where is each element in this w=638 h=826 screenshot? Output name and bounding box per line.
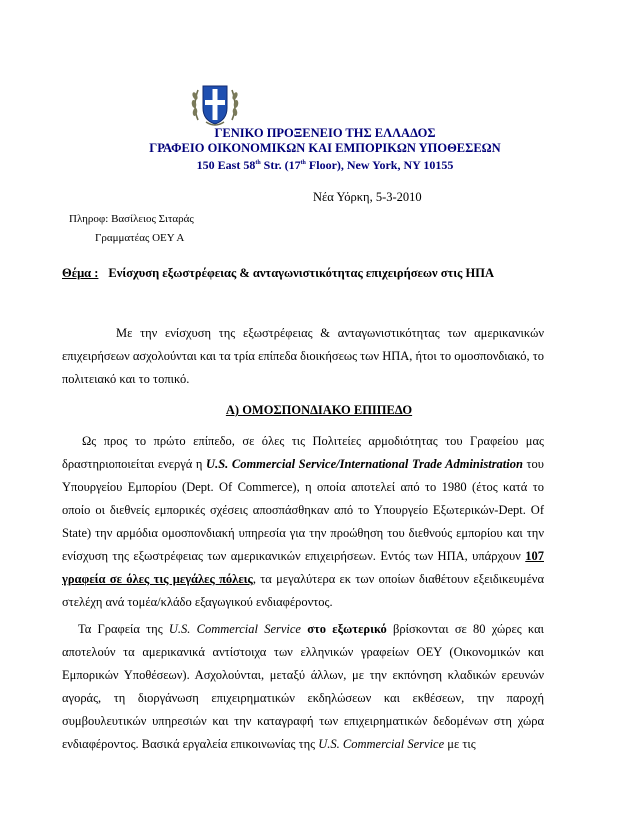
subject-line — [62, 266, 494, 281]
subject-text: Ενίσχυση εξωστρέφειας & ανταγωνιστικότητας επιχειρήσεων στις ΗΠΑ — [108, 266, 495, 280]
consulate-title: ΓΕΝΙΚΟ ΠΡΟΞΕΝΕΙΟ ΤΗΣ ΕΛΛΑΔΟΣ — [214, 126, 436, 140]
contact-title: Γραμματέας ΟΕΥ Α — [95, 232, 185, 244]
section-heading: Α) ΟΜΟΣΠΟΝΔΙΑΚΟ ΕΠΙΠΕΔΟ — [225, 403, 413, 417]
greek-coat-of-arms-icon — [188, 76, 242, 132]
subject-label: Θέμα : — [62, 266, 99, 280]
letter-date: Νέα Υόρκη, 5-3-2010 — [313, 190, 422, 204]
contact-person: Πληροφ: Βασίλειος Σιταράς — [69, 213, 194, 225]
paragraph-federal: Ως προς το πρώτο επίπεδο, σε όλες τις Πολιτείες αρμοδιότητας του Γραφείου μας δραστηριοποιείται ενεργά η U.S. Commercial Service/International Trade Administration του Υπουργείου Εμπορίου (Dept. Of Commerce), η οποία αποτελεί από το 1980 (έτος κατά το οποίο οι διεθνείς εμπορικές σχέσεις αποσπάσθηκαν από το Υπουργείο Εξωτερικών-Dept. Of State) την αρμόδια ομοσπονδιακή υπηρεσία για την προώθηση του διεθνούς εμπορίου και την ενίσχυση της εξωστρέφειας των αμερικανικών επιχειρήσεων. Εντός των ΗΠΑ, υπάρχουν 107 γραφεία σε όλες τις μεγάλες πόλεις, τα μεγαλύτερα εκ των οποίων διαθέτουν εξειδικευμένα στελέχη ανά τομέα/κλάδο εξαγωγικού ενδιαφέροντος. — [62, 434, 544, 609]
paragraph-abroad: Τα Γραφεία της U.S. Commercial Service στο εξωτερικό βρίσκονται σε 80 χώρες και αποτελούν τα αμερικανικά αντίστοιχα των ελληνικών γραφείων ΟΕΥ (Οικονομικών και Εμπορικών Υποθέσεων). Ασχολούνται, μεταξύ άλλων, με την εκπόνηση κλαδικών ερευνών αγοράς, τη διοργάνωση επιχειρηματικών εκδηλώσεων και εκθέσεων, την παροχή συμβουλευτικών υπηρεσιών και την καταγραφή των επιχειρηματικών δεδομένων στη χώρα ενδιαφέροντος. Βασικά εργαλεία επικοινωνίας της U.S. Commercial Service με τις — [62, 622, 545, 751]
paragraph-intro: Με την ενίσχυση της εξωστρέφειας & ανταγωνιστικότητας των αμερικανικών επιχειρήσεων ασχολούνται και τα τρία επίπεδα διοικήσεως των ΗΠΑ, ήτοι το ομοσπονδιακό, το πολιτειακό και το τοπικό. — [62, 326, 544, 386]
office-title: ΓΡΑΦΕΙΟ ΟΙΚΟΝΟΜΙΚΩΝ ΚΑΙ ΕΜΠΟΡΙΚΩΝ ΥΠΟΘΕΣΕΩΝ — [149, 141, 501, 155]
office-address: 150 East 58th Str. (17th Floor), New York, NY 10155 — [196, 158, 454, 172]
